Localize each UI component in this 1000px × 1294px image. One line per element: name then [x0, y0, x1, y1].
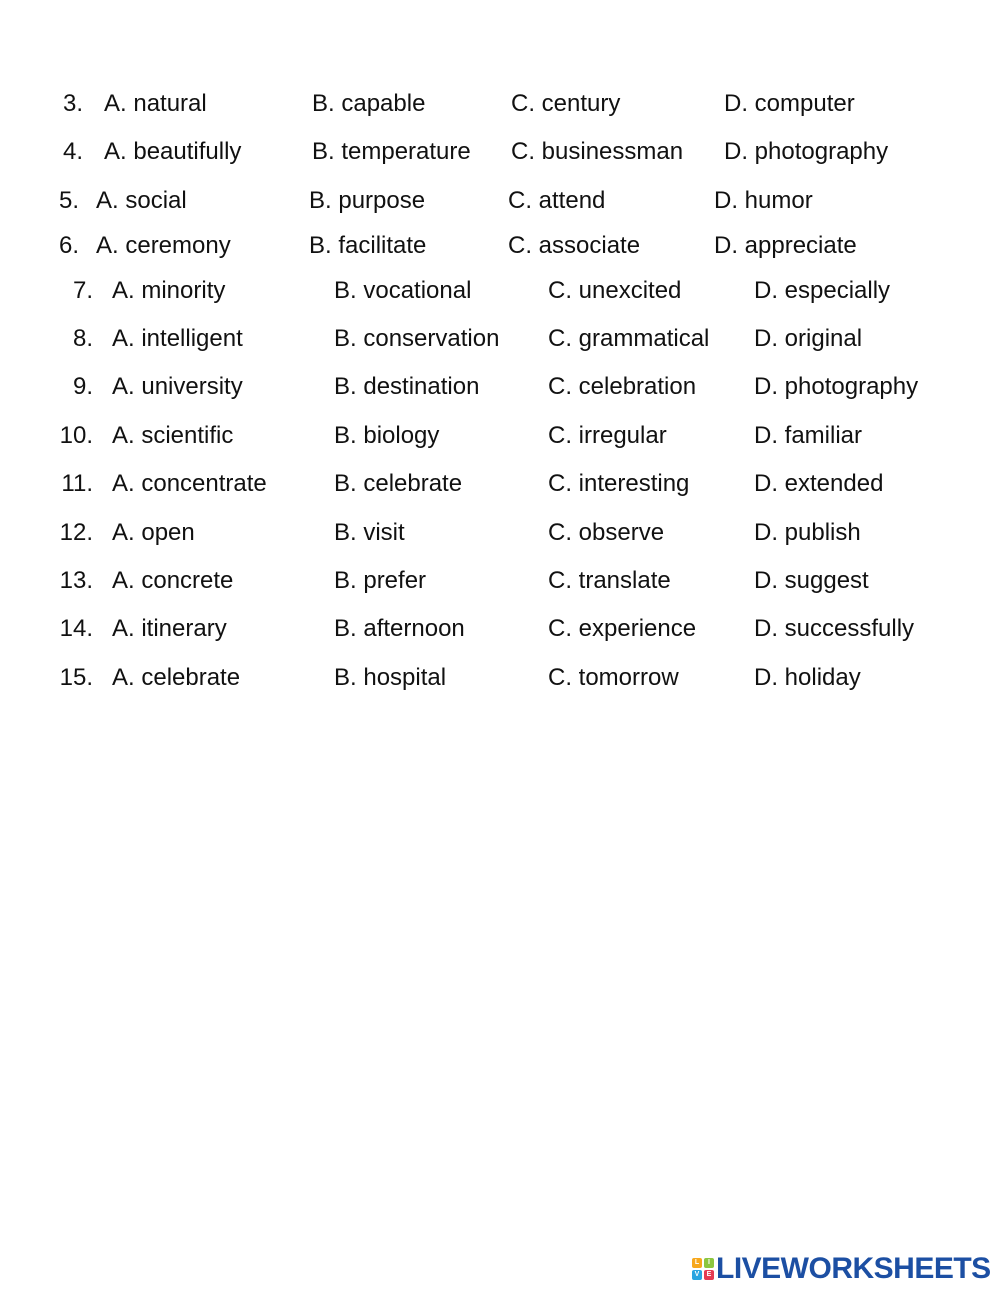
question-row — [0, 418, 1000, 454]
option-b: B. conservation — [334, 325, 500, 352]
option-b: B. facilitate — [309, 232, 427, 259]
option-a: A. natural — [104, 90, 207, 117]
question-number: 10. — [59, 422, 93, 449]
option-d: D. especially — [754, 277, 891, 304]
option-d: D. familiar — [754, 422, 863, 449]
question-number: 14. — [59, 615, 93, 642]
option-c: C. observe — [548, 519, 665, 546]
liveworksheets-logo-icon — [692, 1258, 714, 1280]
option-c: C. attend — [508, 187, 606, 214]
option-d: D. photography — [754, 373, 919, 400]
option-a: A. open — [112, 519, 195, 546]
question-number: 3. — [63, 90, 84, 117]
option-a: A. itinerary — [112, 615, 227, 642]
question-number: 15. — [59, 664, 93, 691]
question-number: 11. — [61, 470, 93, 497]
option-a: A. scientific — [112, 422, 234, 449]
option-c: C. century — [511, 90, 621, 117]
question-row — [0, 466, 1000, 502]
question-number: 12. — [59, 519, 93, 546]
question-number: 13. — [59, 567, 93, 594]
question-row — [0, 273, 1000, 309]
option-d: D. appreciate — [714, 232, 857, 259]
question-row — [0, 660, 1000, 696]
question-row — [0, 321, 1000, 357]
option-c: C. tomorrow — [548, 664, 679, 691]
logo-letter: E — [704, 1270, 714, 1280]
option-b: B. vocational — [334, 277, 472, 304]
option-d: D. photography — [724, 138, 889, 165]
option-c: C. irregular — [548, 422, 667, 449]
option-c: C. celebration — [548, 373, 697, 400]
question-number: 9. — [72, 373, 93, 400]
option-d: D. extended — [754, 470, 884, 497]
option-b: B. celebrate — [334, 470, 463, 497]
option-a: A. beautifully — [104, 138, 242, 165]
option-b: B. destination — [334, 373, 480, 400]
option-a: A. minority — [112, 277, 226, 304]
option-b: B. hospital — [334, 664, 447, 691]
question-row — [0, 563, 1000, 599]
question-row — [0, 228, 1000, 264]
option-a: A. intelligent — [112, 325, 243, 352]
question-row — [0, 183, 1000, 219]
option-b: B. visit — [334, 519, 405, 546]
option-d: D. holiday — [754, 664, 861, 691]
question-row — [0, 134, 1000, 170]
option-d: D. original — [754, 325, 863, 352]
logo-letter: V — [692, 1270, 702, 1280]
option-c: C. grammatical — [548, 325, 710, 352]
question-number: 5. — [59, 187, 80, 214]
option-d: D. successfully — [754, 615, 915, 642]
option-b: B. temperature — [312, 138, 471, 165]
option-b: B. afternoon — [334, 615, 465, 642]
question-number: 4. — [63, 138, 84, 165]
logo-letter: I — [704, 1258, 714, 1268]
question-row — [0, 369, 1000, 405]
option-c: C. experience — [548, 615, 697, 642]
logo-letter: L — [692, 1258, 702, 1268]
option-a: A. ceremony — [96, 232, 231, 259]
option-a: A. concentrate — [112, 470, 267, 497]
option-c: C. associate — [508, 232, 641, 259]
option-c: C. interesting — [548, 470, 690, 497]
liveworksheets-logo — [692, 1252, 991, 1286]
question-number: 7. — [72, 277, 93, 304]
option-b: B. biology — [334, 422, 440, 449]
option-a: A. social — [96, 187, 187, 214]
option-d: D. humor — [714, 187, 813, 214]
option-c: C. businessman — [511, 138, 684, 165]
question-number: 6. — [59, 232, 80, 259]
option-b: B. capable — [312, 90, 426, 117]
option-a: A. celebrate — [112, 664, 241, 691]
option-d: D. suggest — [754, 567, 869, 594]
option-c: C. unexcited — [548, 277, 682, 304]
option-a: A. university — [112, 373, 243, 400]
question-row — [0, 515, 1000, 551]
option-b: B. prefer — [334, 567, 427, 594]
option-a: A. concrete — [112, 567, 234, 594]
option-b: B. purpose — [309, 187, 426, 214]
question-row — [0, 611, 1000, 647]
option-d: D. publish — [754, 519, 861, 546]
option-d: D. computer — [724, 90, 855, 117]
brand-name: LIVEWORKSHEETS — [716, 1252, 991, 1285]
question-number: 8. — [72, 325, 93, 352]
option-c: C. translate — [548, 567, 671, 594]
question-row — [0, 86, 1000, 122]
